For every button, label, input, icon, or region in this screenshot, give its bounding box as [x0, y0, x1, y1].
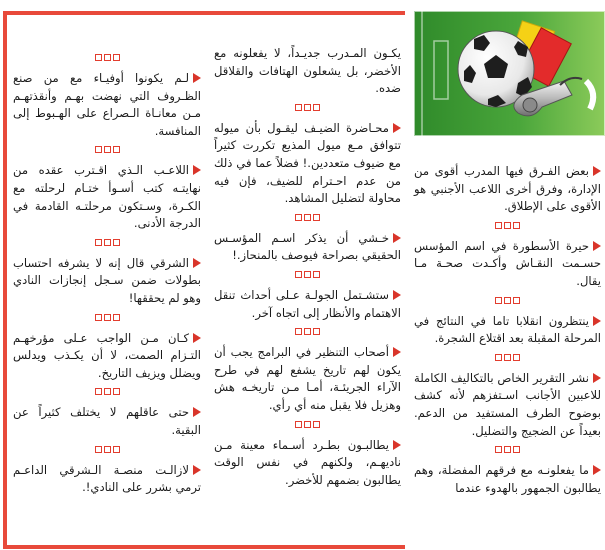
football-whistle-cards-icon	[414, 11, 605, 136]
football-banner-image	[414, 11, 605, 136]
separator	[13, 237, 201, 251]
list-item: كـان مـن الواجب عـلى مؤرخهـم التـزام الصمت، لا أن يكـذب ويدلس ويضلل ويزيف التاريخ.	[13, 330, 201, 380]
triangle-bullet-icon	[193, 165, 201, 175]
list-item: ستشـتمل الجولـة عـلى أحداث تنقل الاهتمام والأنظار إلى اتجاه آخر.	[214, 287, 401, 320]
separator	[414, 295, 601, 309]
triangle-bullet-icon	[393, 290, 401, 300]
triangle-bullet-icon	[593, 241, 601, 251]
list-item: لـم يكونوا أوفيـاء مع من صنع الظـروف التي نهضت بهـم وأنقذتهـم مـن معانـاة الـصراع على الهـبوط إلى المنافسة.	[13, 71, 201, 138]
triangle-bullet-icon	[593, 166, 601, 176]
triangle-bullet-icon	[193, 333, 201, 343]
list-item: حيرة الأسطورة في اسم المؤسس حسـمت النقـاش وأكـدت صحـة مـا يقال.	[414, 238, 601, 288]
triangle-bullet-icon	[393, 233, 401, 243]
triangle-bullet-icon	[393, 440, 401, 450]
separator	[13, 386, 201, 400]
column-left	[13, 48, 201, 497]
triangle-bullet-icon	[593, 316, 601, 326]
separator	[214, 269, 401, 283]
triangle-bullet-icon	[593, 373, 601, 383]
triangle-bullet-icon	[193, 465, 201, 475]
list-item: يطالبـون بطـرد أسـماء معينة مـن ناديهـم، ولكنهم في نفس الوقت يطالبون بضمهم للأخضر.	[214, 437, 401, 487]
separator	[414, 444, 601, 458]
list-item: أصحاب التنظير في البرامج يجب أن يكون لهم تاريخ يشفع لهم في طرح الآراء الجريئـة، أمـا مـن تاريخـه هش وهزيل فلا يقبل منه أي رأي.	[214, 345, 401, 412]
separator	[13, 144, 201, 158]
list-item: لازالـت منصـة الـشرقي الداعـم ترمي بشرر على النادي!.	[13, 462, 201, 495]
triangle-bullet-icon	[193, 73, 201, 83]
continued-paragraph: يكـون المـدرب جديـداً، لا يفعلونه مع الأخضر، بل يشعلون الهتافات والقلاقل ضده.	[214, 46, 401, 96]
separator	[214, 212, 401, 226]
column-middle	[214, 45, 401, 489]
separator	[214, 102, 401, 116]
column-right	[414, 163, 601, 497]
triangle-bullet-icon	[593, 465, 601, 475]
triangle-bullet-icon	[393, 347, 401, 357]
separator	[414, 220, 601, 234]
list-item: اللاعـب الـذي اقـترب عقده من نهايتـه كتب أسـوأ ختـام لرحلته مع الكـرة، وسـتكون مرحلتـه القادمة في الدرجة الأدنى.	[13, 163, 201, 231]
list-item: ينتظرون انقلابا تاما في النتائج في المرحلة المقبلة بعد اقتلاع الشجرة.	[414, 313, 601, 346]
separator	[214, 419, 401, 433]
list-item: محـاضرة الضيـف ليقـول بأن ميوله تتوافق مـع ميول المذيع تكررت كثيراً مع ضيوف متعددين.! فضلاً عما في ذلك من عدم احـترام للضيف، فإن فيه محاولة لتضليل المشاهد.	[214, 120, 401, 206]
separator	[414, 352, 601, 366]
list-item: نشر التقرير الخاص بالتكاليف الكاملة للاعبين الأجانب اسـتفزهم لأنه كشف بوضوح الطرف المستفيد من الدعم. بعيداً عن الضجيج والتضليل.	[414, 370, 601, 438]
separator	[13, 52, 201, 66]
separator	[13, 444, 201, 458]
list-item: الشرقي قال إنه لا يشرفه احتساب بطولات ضمن سـجل إنجازات النادي وهو لم يحققها!	[13, 255, 201, 305]
separator	[214, 326, 401, 340]
list-item: خـشي أن يذكر اسـم المؤسـس الحقيقي بصراحة فيوصف بالمنحاز.!	[214, 230, 401, 263]
separator	[13, 312, 201, 326]
triangle-bullet-icon	[193, 258, 201, 268]
list-item: ما يفعلونـه مع فرقهم المفضلة، وهم يطالبون الجمهور بالهدوء عندما	[414, 463, 601, 495]
list-item: حتى عاقلهم لا يختلف كثيراً عن البقية.	[13, 405, 201, 437]
list-item: بعض الفـرق فيها المدرب أقوى من الإدارة، وفرق أخرى اللاعب الأجنبي هو الأقوى على الإطلاق.	[414, 164, 601, 214]
triangle-bullet-icon	[393, 123, 401, 133]
triangle-bullet-icon	[193, 407, 201, 417]
